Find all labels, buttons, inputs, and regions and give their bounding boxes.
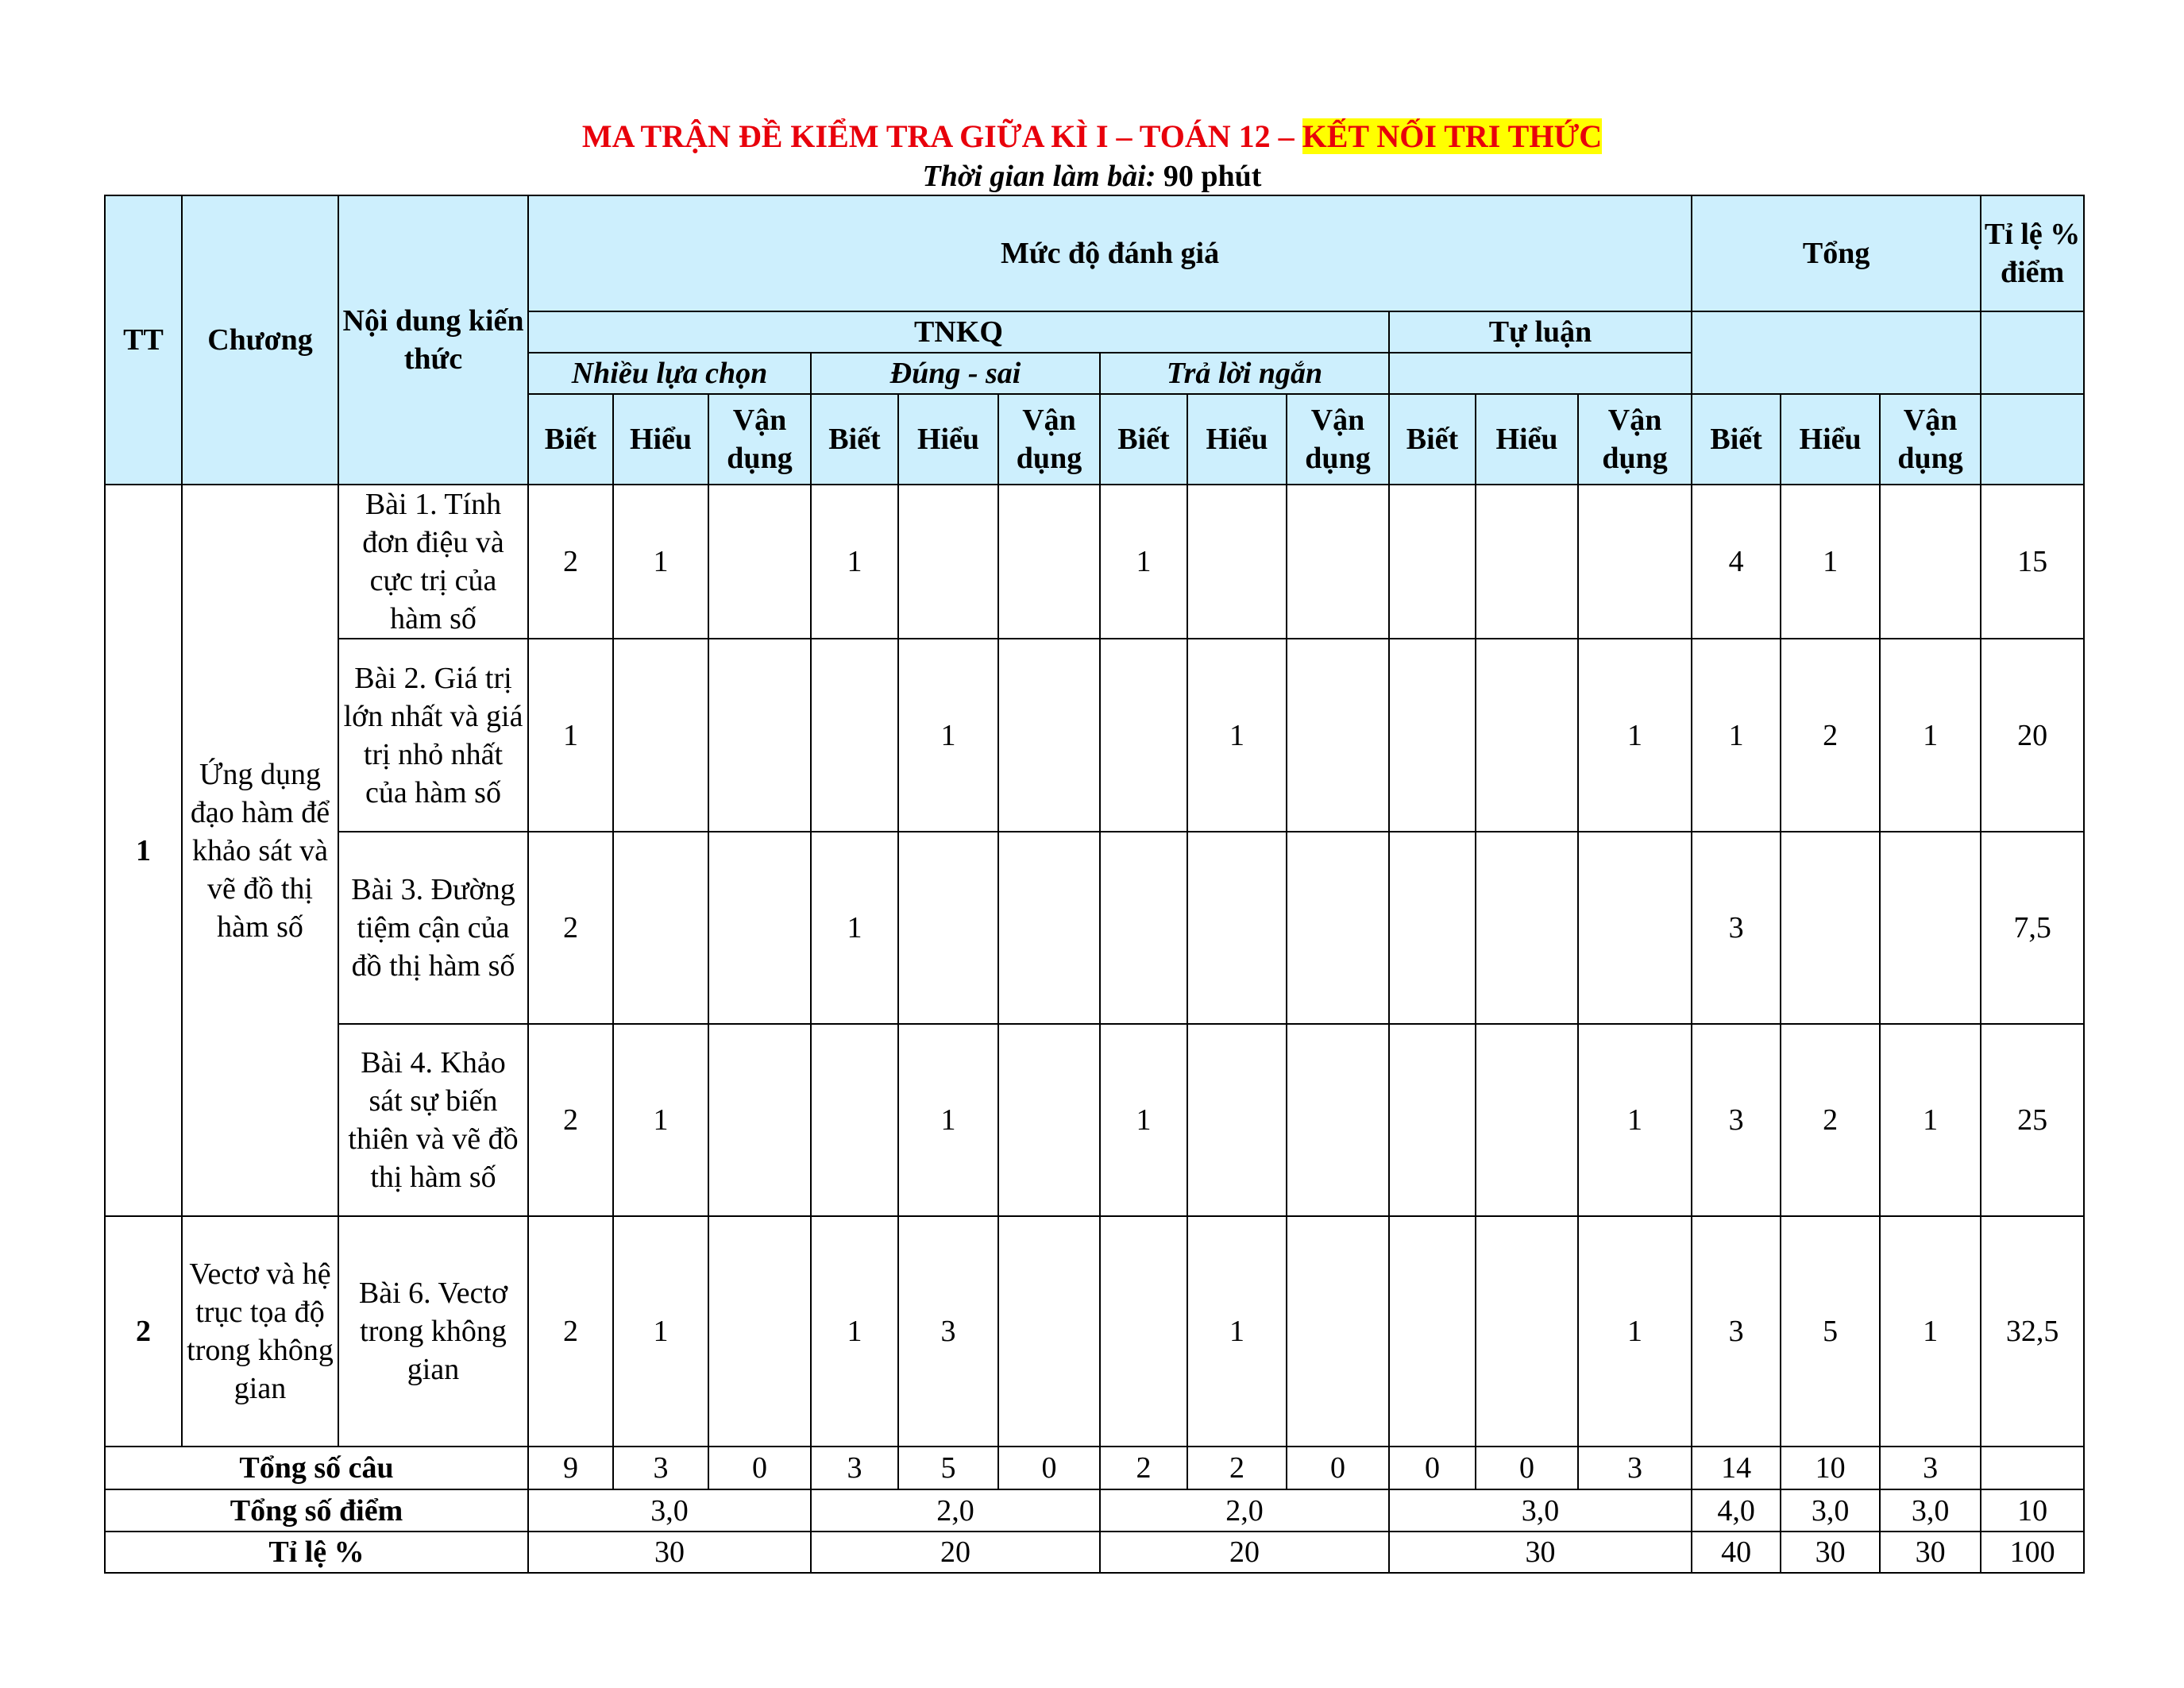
header-chuong: Chương (182, 195, 338, 485)
table-cell (1389, 832, 1476, 1024)
level-header: Biết (1389, 394, 1476, 485)
page-title (0, 116, 2184, 157)
table-cell: 3,0 (1389, 1489, 1692, 1532)
table-cell: 1 (898, 1024, 998, 1216)
table-cell: 2 (528, 832, 613, 1024)
table-cell: 20 (811, 1532, 1100, 1573)
table-cell: 1 (1578, 1216, 1692, 1447)
table-row (105, 832, 2084, 1024)
table-cell (1389, 1024, 1476, 1216)
table-cell: 1 (1578, 1024, 1692, 1216)
table-cell (708, 1024, 811, 1216)
table-cell (708, 485, 811, 639)
table-cell (1981, 1447, 2084, 1489)
table-cell: 2,0 (811, 1489, 1100, 1532)
table-cell (998, 832, 1100, 1024)
header-tt: TT (105, 195, 182, 485)
chapter-name: Ứng dụng đạo hàm để khảo sát và vẽ đồ thị hàm số (182, 485, 338, 1216)
table-cell (1880, 832, 1981, 1024)
header-tra-loi-ngan: Trả lời ngắn (1100, 353, 1389, 394)
lesson-name: Bài 1. Tính đơn điệu và cực trị của hàm số (338, 485, 528, 639)
table-cell: 4 (1692, 485, 1781, 639)
table-row (105, 1216, 2084, 1447)
table-cell: 3,0 (1781, 1489, 1880, 1532)
level-header: Hiểu (1187, 394, 1287, 485)
table-cell (1287, 485, 1389, 639)
subtitle-label: Thời gian làm bài: (922, 160, 1156, 193)
level-header: Biết (811, 394, 898, 485)
table-cell: 7,5 (1981, 832, 2084, 1024)
chapter-tt: 1 (105, 485, 182, 1216)
table-cell (1578, 832, 1692, 1024)
table-cell: 1 (1880, 1216, 1981, 1447)
table-cell: 40 (1692, 1532, 1781, 1573)
table-cell: 2,0 (1100, 1489, 1389, 1532)
table-cell (1880, 485, 1981, 639)
table-cell: 1 (1187, 639, 1287, 832)
table-cell (1476, 1024, 1578, 1216)
table-cell (998, 1216, 1100, 1447)
level-header: Biết (1100, 394, 1187, 485)
table-row-ti-le (105, 1532, 2084, 1573)
table-cell (811, 1024, 898, 1216)
header-tu-luan-blank (1389, 353, 1692, 394)
lesson-name: Bài 6. Vectơ trong không gian (338, 1216, 528, 1447)
level-header: Vận dụng (1578, 394, 1692, 485)
table-cell: 0 (998, 1447, 1100, 1489)
table-cell (1287, 639, 1389, 832)
level-header: Vận dụng (1880, 394, 1981, 485)
table-cell: 1 (613, 1216, 708, 1447)
table-cell: 1 (613, 1024, 708, 1216)
table-cell: 3,0 (1880, 1489, 1981, 1532)
table-cell: 20 (1100, 1532, 1389, 1573)
table-cell (1100, 639, 1187, 832)
table-cell: 10 (1781, 1447, 1880, 1489)
table-cell (1781, 832, 1880, 1024)
table-cell: 1 (528, 639, 613, 832)
table-cell: 30 (1389, 1532, 1692, 1573)
table-cell: 3 (1692, 832, 1781, 1024)
table-cell: 30 (1880, 1532, 1981, 1573)
table-cell: 100 (1981, 1532, 2084, 1573)
table-cell (1389, 639, 1476, 832)
table-cell (998, 1024, 1100, 1216)
lesson-name: Bài 3. Đường tiệm cận của đồ thị hàm số (338, 832, 528, 1024)
header-noi-dung: Nội dung kiến thức (338, 195, 528, 485)
table-cell (898, 485, 998, 639)
table-cell (1578, 485, 1692, 639)
table-cell: 10 (1981, 1489, 2084, 1532)
table-cell (1187, 832, 1287, 1024)
chapter-tt: 2 (105, 1216, 182, 1447)
table-cell: 20 (1981, 639, 2084, 832)
table-cell (1187, 485, 1287, 639)
table-cell: 3 (1692, 1024, 1781, 1216)
table-cell (1476, 832, 1578, 1024)
table-cell: 1 (1880, 1024, 1981, 1216)
level-header: Biết (528, 394, 613, 485)
row-label: Tổng số câu (105, 1447, 528, 1489)
table-cell: 4,0 (1692, 1489, 1781, 1532)
lesson-name: Bài 2. Giá trị lớn nhất và giá trị nhỏ nhất của hàm số (338, 639, 528, 832)
table-cell: 15 (1981, 485, 2084, 639)
table-cell (1287, 1024, 1389, 1216)
header-tong-blank (1692, 311, 1981, 394)
table-cell: 1 (811, 485, 898, 639)
table-cell (613, 832, 708, 1024)
table-row (105, 1024, 2084, 1216)
table-cell: 14 (1692, 1447, 1781, 1489)
table-cell: 1 (1578, 639, 1692, 832)
table-cell (1187, 1024, 1287, 1216)
row-label: Tổng số điểm (105, 1489, 528, 1532)
table-cell: 3 (1692, 1216, 1781, 1447)
level-header: Biết (1692, 394, 1781, 485)
header-nhieu-lua-chon: Nhiều lựa chọn (528, 353, 811, 394)
table-cell (1389, 1216, 1476, 1447)
title-highlight: KẾT NỐI TRI THỨC (1302, 118, 1603, 154)
subtitle-value: 90 phút (1156, 160, 1262, 193)
table-cell: 3 (811, 1447, 898, 1489)
level-header: Hiểu (898, 394, 998, 485)
table-cell (708, 1216, 811, 1447)
table-cell: 1 (1692, 639, 1781, 832)
table-cell (1476, 639, 1578, 832)
table-cell: 2 (528, 1024, 613, 1216)
table-cell: 30 (528, 1532, 811, 1573)
table-cell: 2 (528, 1216, 613, 1447)
table-cell: 1 (613, 485, 708, 639)
table-cell: 30 (1781, 1532, 1880, 1573)
table-cell: 3 (898, 1216, 998, 1447)
table-cell: 0 (1476, 1447, 1578, 1489)
table-cell: 2 (1781, 1024, 1880, 1216)
level-header: Vận dụng (1287, 394, 1389, 485)
table-cell: 5 (898, 1447, 998, 1489)
table-cell (1389, 485, 1476, 639)
table-cell: 1 (811, 832, 898, 1024)
table-cell: 2 (1187, 1447, 1287, 1489)
table-cell: 0 (1389, 1447, 1476, 1489)
table-cell: 1 (811, 1216, 898, 1447)
row-label: Tỉ lệ % (105, 1532, 528, 1573)
level-header: Vận dụng (998, 394, 1100, 485)
table-cell: 2 (1100, 1447, 1187, 1489)
table-cell (998, 639, 1100, 832)
table-cell (1287, 1216, 1389, 1447)
lesson-name: Bài 4. Khảo sát sự biến thiên và vẽ đồ thị hàm số (338, 1024, 528, 1216)
header-ti-le-blank (1981, 311, 2084, 394)
table-cell: 3,0 (528, 1489, 811, 1532)
header-tong: Tổng (1692, 195, 1981, 311)
header-tu-luan: Tự luận (1389, 311, 1692, 353)
level-header: Vận dụng (708, 394, 811, 485)
table-cell: 5 (1781, 1216, 1880, 1447)
table-cell: 2 (528, 485, 613, 639)
table-cell (898, 832, 998, 1024)
table-cell: 3 (613, 1447, 708, 1489)
table-cell: 1 (1187, 1216, 1287, 1447)
table-cell: 1 (1100, 485, 1187, 639)
table-cell (613, 639, 708, 832)
table-cell (708, 832, 811, 1024)
table-cell: 0 (708, 1447, 811, 1489)
table-cell (1100, 832, 1187, 1024)
table-cell: 3 (1880, 1447, 1981, 1489)
table-cell (1100, 1216, 1187, 1447)
level-header-blank (1981, 394, 2084, 485)
header-dung-sai: Đúng - sai (811, 353, 1100, 394)
page-subtitle (0, 158, 2184, 195)
table-row-tong-so-diem (105, 1489, 2084, 1532)
table-cell: 2 (1781, 639, 1880, 832)
table-row-tong-so-cau (105, 1447, 2084, 1489)
table-cell (708, 639, 811, 832)
table-cell: 3 (1578, 1447, 1692, 1489)
level-header: Hiểu (1781, 394, 1880, 485)
table-cell: 1 (1781, 485, 1880, 639)
level-header: Hiểu (1476, 394, 1578, 485)
table-cell (811, 639, 898, 832)
assessment-matrix-table (104, 195, 2085, 1574)
table-row (105, 639, 2084, 832)
table-cell (1476, 485, 1578, 639)
header-muc-do: Mức độ đánh giá (528, 195, 1692, 311)
table-row (105, 485, 2084, 639)
table-cell: 32,5 (1981, 1216, 2084, 1447)
table-cell: 1 (898, 639, 998, 832)
title-main: MA TRẬN ĐỀ KIỂM TRA GIỮA KÌ I – TOÁN 12 – (581, 118, 1302, 154)
table-cell (998, 485, 1100, 639)
table-cell: 1 (1880, 639, 1981, 832)
table-cell: 9 (528, 1447, 613, 1489)
header-tnkq: TNKQ (528, 311, 1389, 353)
chapter-name: Vectơ và hệ trục tọa độ trong không gian (182, 1216, 338, 1447)
header-ti-le: Tỉ lệ % điểm (1981, 195, 2084, 311)
table-cell: 0 (1287, 1447, 1389, 1489)
table-cell (1287, 832, 1389, 1024)
table-cell: 25 (1981, 1024, 2084, 1216)
table-cell: 1 (1100, 1024, 1187, 1216)
level-header: Hiểu (613, 394, 708, 485)
table-cell (1476, 1216, 1578, 1447)
